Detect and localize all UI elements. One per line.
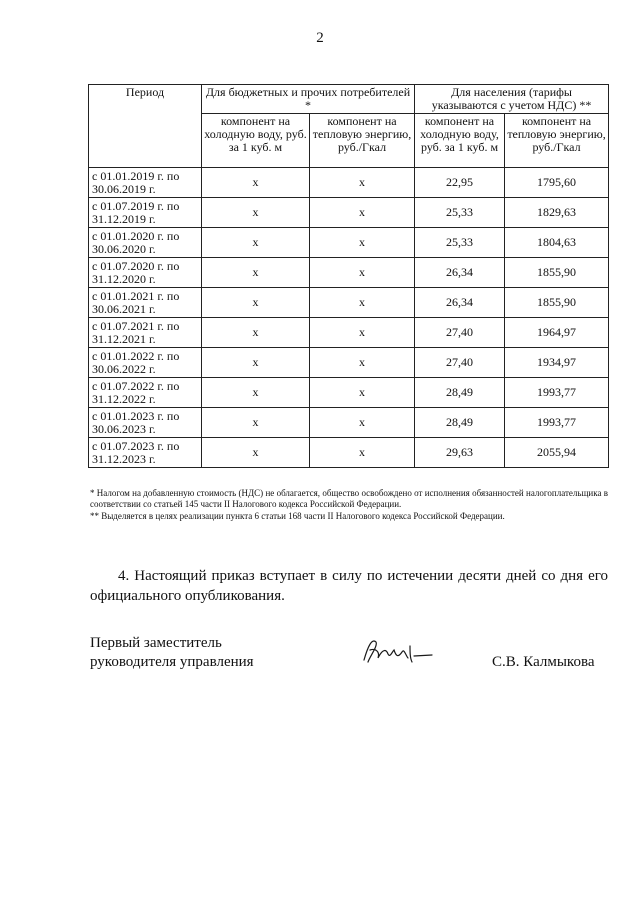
- effective-date-clause: 4. Настоящий приказ вступает в силу по истечении десяти дней со дня его официального опубликования.: [90, 568, 608, 604]
- budget-cold-cell: х: [202, 408, 310, 438]
- budget-heat-cell: х: [310, 318, 415, 348]
- page-number: 2: [316, 30, 324, 46]
- budget-cold-cell: х: [202, 438, 310, 468]
- population-cold-cell: 22,95: [415, 168, 505, 198]
- handwritten-signature: [358, 632, 438, 672]
- table-row: [89, 438, 609, 468]
- budget-cold-cell: х: [202, 318, 310, 348]
- period-cell: с 01.01.2023 г. по 30.06.2023 г.: [89, 408, 202, 438]
- header-population-heat-energy: компонент на тепловую энергию, руб./Гкал: [505, 114, 609, 168]
- budget-heat-cell: х: [310, 198, 415, 228]
- population-cold-cell: 25,33: [415, 198, 505, 228]
- period-cell: с 01.07.2023 г. по 31.12.2023 г.: [89, 438, 202, 468]
- period-cell: с 01.07.2019 г. по 31.12.2019 г.: [89, 198, 202, 228]
- population-cold-cell: 28,49: [415, 408, 505, 438]
- budget-heat-cell: х: [310, 258, 415, 288]
- population-heat-cell: 1829,63: [505, 198, 609, 228]
- header-budget-consumers: Для бюджетных и прочих потребителей *: [202, 85, 415, 114]
- table-row: [89, 318, 609, 348]
- population-heat-cell: 1804,63: [505, 228, 609, 258]
- population-heat-cell: 1855,90: [505, 258, 609, 288]
- budget-cold-cell: х: [202, 258, 310, 288]
- population-heat-cell: 1795,60: [505, 168, 609, 198]
- tariff-table: [88, 84, 609, 468]
- budget-heat-cell: х: [310, 408, 415, 438]
- population-cold-cell: 25,33: [415, 228, 505, 258]
- population-heat-cell: 1934,97: [505, 348, 609, 378]
- period-cell: с 01.01.2022 г. по 30.06.2022 г.: [89, 348, 202, 378]
- period-cell: с 01.07.2022 г. по 31.12.2022 г.: [89, 378, 202, 408]
- population-cold-cell: 29,63: [415, 438, 505, 468]
- period-cell: с 01.07.2021 г. по 31.12.2021 г.: [89, 318, 202, 348]
- period-cell: с 01.01.2021 г. по 30.06.2021 г.: [89, 288, 202, 318]
- budget-cold-cell: х: [202, 168, 310, 198]
- population-cold-cell: 28,49: [415, 378, 505, 408]
- period-cell: с 01.07.2020 г. по 31.12.2020 г.: [89, 258, 202, 288]
- budget-heat-cell: х: [310, 288, 415, 318]
- budget-heat-cell: х: [310, 378, 415, 408]
- header-population: Для населения (тарифы указываются с учетом НДС) **: [415, 85, 609, 114]
- table-row: [89, 288, 609, 318]
- population-heat-cell: 2055,94: [505, 438, 609, 468]
- table-row: [89, 198, 609, 228]
- population-heat-cell: 1964,97: [505, 318, 609, 348]
- population-heat-cell: 1855,90: [505, 288, 609, 318]
- population-cold-cell: 26,34: [415, 288, 505, 318]
- period-cell: с 01.01.2020 г. по 30.06.2020 г.: [89, 228, 202, 258]
- header-budget-cold-water: компонент на холодную воду, руб. за 1 куб. м: [202, 114, 310, 168]
- signatory-name: С.В. Калмыкова: [492, 654, 595, 670]
- header-population-cold-water: компонент на холодную воду, руб. за 1 куб. м: [415, 114, 505, 168]
- population-heat-cell: 1993,77: [505, 378, 609, 408]
- population-cold-cell: 27,40: [415, 318, 505, 348]
- signatory-title: [90, 634, 254, 672]
- header-budget-heat-energy: компонент на тепловую энергию, руб./Гкал: [310, 114, 415, 168]
- table-row: [89, 258, 609, 288]
- table-row: [89, 348, 609, 378]
- population-cold-cell: 27,40: [415, 348, 505, 378]
- population-cold-cell: 26,34: [415, 258, 505, 288]
- footnotes: [90, 488, 608, 523]
- population-heat-cell: 1993,77: [505, 408, 609, 438]
- footnote-vat-exemption: * Налогом на добавленную стоимость (НДС) не облагается, общество освобождено от исполнения обязанностей налогоплательщика в соответствии со статьей 145 части II Налогового кодекса Российской Федерации.: [90, 488, 608, 509]
- footnote-vat-allocation: ** Выделяется в целях реализации пункта 6 статьи 168 части II Налогового кодекса Российской Федерации.: [90, 511, 505, 521]
- budget-cold-cell: х: [202, 288, 310, 318]
- table-row: [89, 228, 609, 258]
- budget-heat-cell: х: [310, 348, 415, 378]
- budget-cold-cell: х: [202, 348, 310, 378]
- budget-heat-cell: х: [310, 168, 415, 198]
- table-row: [89, 408, 609, 438]
- signatory-title-line-1: Первый заместитель: [90, 635, 222, 651]
- table-row: [89, 378, 609, 408]
- budget-cold-cell: х: [202, 228, 310, 258]
- budget-cold-cell: х: [202, 378, 310, 408]
- table-row: [89, 168, 609, 198]
- period-cell: с 01.01.2019 г. по 30.06.2019 г.: [89, 168, 202, 198]
- budget-heat-cell: х: [310, 228, 415, 258]
- budget-cold-cell: х: [202, 198, 310, 228]
- signatory-title-line-2: руководителя управления: [90, 654, 254, 670]
- budget-heat-cell: х: [310, 438, 415, 468]
- header-period: Период: [89, 85, 202, 168]
